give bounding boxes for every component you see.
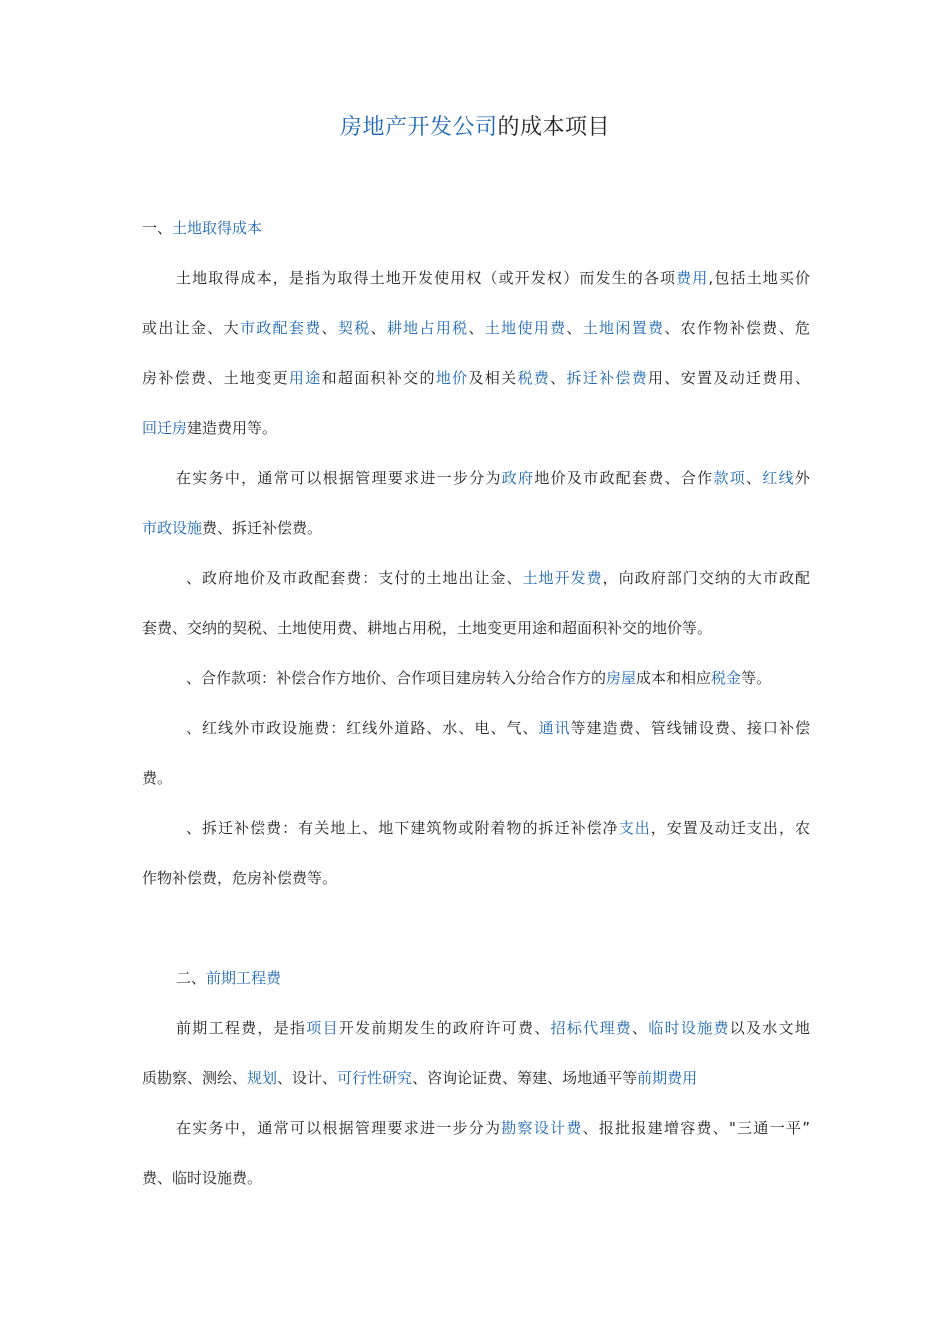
item-4-line-1 xyxy=(142,816,810,840)
term-link[interactable]: 耕地占用税 xyxy=(386,319,469,337)
text-segment: 二、 xyxy=(176,969,207,987)
para-1-line-2 xyxy=(142,316,810,340)
text-segment: 土地取得成本，是指为取得土地开发使用权（或开发权）而发生的各项 xyxy=(176,269,677,287)
term-link[interactable]: 政府 xyxy=(501,469,535,487)
text-segment: 套费、交纳的契税、土地使用费、耕地占用税，土地变更用途和超面积补交的地价等。 xyxy=(142,619,713,637)
text-segment: 等。 xyxy=(741,669,772,687)
text-segment: 作物补偿费，危房补偿费等。 xyxy=(142,869,338,887)
section-1-heading xyxy=(142,216,810,240)
term-link[interactable]: 用途 xyxy=(288,369,322,387)
para-3-line-1 xyxy=(142,1016,810,1040)
page-title xyxy=(0,111,950,145)
section-2-heading xyxy=(142,966,810,990)
text-segment: 、设计、 xyxy=(277,1069,338,1087)
term-link[interactable]: 可行性研究 xyxy=(337,1069,413,1087)
item-3-line-1 xyxy=(142,716,810,740)
text-segment: 建造费用等。 xyxy=(187,419,278,437)
item-1-line-2 xyxy=(142,616,810,640)
text-segment: 开发前期发生的政府许可费、 xyxy=(338,1019,551,1037)
text-segment: 和超面积补交的 xyxy=(321,369,436,387)
term-link[interactable]: 土地使用费 xyxy=(484,319,567,337)
text-segment: 、红线外市政设施费：红线外道路、水、电、气、 xyxy=(186,719,539,737)
text-segment: 或出让金、大 xyxy=(142,319,240,337)
title-link[interactable]: 房地产开发公司 xyxy=(339,115,498,140)
text-segment: 、 xyxy=(632,1019,649,1037)
para-3-line-2 xyxy=(142,1066,810,1090)
term-link[interactable]: 通讯 xyxy=(538,719,571,737)
term-link[interactable]: 拆迁补偿费 xyxy=(566,369,649,387)
text-segment: 、 xyxy=(468,319,485,337)
term-link[interactable]: 费用 xyxy=(676,269,709,287)
text-segment: 外 xyxy=(794,469,810,487)
text-segment: 成本和相应 xyxy=(636,669,712,687)
term-link[interactable]: 税金 xyxy=(711,669,742,687)
text-segment: 、农作物补偿费、危 xyxy=(664,319,810,337)
para-1-line-3 xyxy=(142,366,810,390)
text-segment: 等建造费、管线铺设费、接口补偿 xyxy=(570,719,810,737)
text-segment: 以及水文地 xyxy=(729,1019,810,1037)
text-segment: ，向政府部门交纳的大市政配 xyxy=(602,569,810,587)
text-segment: 、 xyxy=(370,319,387,337)
term-link[interactable]: 房屋 xyxy=(606,669,637,687)
term-link[interactable]: 土地取得成本 xyxy=(172,219,263,237)
text-segment: 地价及市政配套费、合作 xyxy=(534,469,714,487)
para-4-line-2 xyxy=(142,1166,810,1190)
item-4-line-2 xyxy=(142,866,810,890)
para-1-line-4 xyxy=(142,416,810,440)
text-segment: 、报批报建增容费、"三通一平” xyxy=(582,1119,810,1137)
term-link[interactable]: 地价 xyxy=(435,369,469,387)
term-link[interactable]: 回迁房 xyxy=(142,419,188,437)
item-1-line-1 xyxy=(142,566,810,590)
term-link[interactable]: 契税 xyxy=(337,319,371,337)
text-segment: 、政府地价及市政配套费：支付的土地出让金、 xyxy=(186,569,523,587)
text-segment: 费。 xyxy=(142,769,173,787)
text-segment: 、拆迁补偿费：有关地上、地下建筑物或附着物的拆迁补偿净 xyxy=(186,819,619,837)
term-link[interactable]: 临时设施费 xyxy=(648,1019,730,1037)
term-link[interactable]: 勘察设计费 xyxy=(501,1119,583,1137)
term-link[interactable]: 市政设施 xyxy=(142,519,203,537)
term-link[interactable]: 红线 xyxy=(762,469,795,487)
term-link[interactable]: 土地闲置费 xyxy=(582,319,665,337)
text-segment: 、 xyxy=(321,319,338,337)
text-segment: 质勘察、测绘、 xyxy=(142,1069,248,1087)
term-link[interactable]: 市政配套费 xyxy=(239,319,322,337)
item-2-line-1 xyxy=(142,666,810,690)
text-segment: 房补偿费、土地变更 xyxy=(142,369,289,387)
text-segment: 、 xyxy=(746,469,763,487)
text-segment: 及相关 xyxy=(468,369,518,387)
term-link[interactable]: 土地开发费 xyxy=(522,569,603,587)
text-segment: 、 xyxy=(550,369,567,387)
text-segment: ，安置及动迁支出，农 xyxy=(650,819,810,837)
text-segment: 、 xyxy=(566,319,583,337)
text-segment: 费、拆迁补偿费。 xyxy=(202,519,323,537)
text-segment: 在实务中，通常可以根据管理要求进一步分为 xyxy=(176,1119,502,1137)
para-2-line-1 xyxy=(142,466,810,490)
term-link[interactable]: 招标代理费 xyxy=(550,1019,633,1037)
term-link[interactable]: 前期工程费 xyxy=(206,969,282,987)
term-link[interactable]: 项目 xyxy=(306,1019,339,1037)
title-text: 的成本项目 xyxy=(497,115,611,140)
text-segment: 一、 xyxy=(142,219,173,237)
term-link[interactable]: 前期费用 xyxy=(637,1069,698,1087)
term-link[interactable]: 款项 xyxy=(713,469,747,487)
term-link[interactable]: 税费 xyxy=(517,369,551,387)
term-link[interactable]: 支出 xyxy=(618,819,651,837)
text-segment: 用、安置及动迁费用、 xyxy=(648,369,810,387)
item-3-line-2 xyxy=(142,766,810,790)
text-segment: 在实务中，通常可以根据管理要求进一步分为 xyxy=(176,469,502,487)
text-segment: 费、临时设施费。 xyxy=(142,1169,263,1187)
text-segment: 、合作款项：补偿合作方地价、合作项目建房转入分给合作方的 xyxy=(186,669,607,687)
term-link[interactable]: 规划 xyxy=(247,1069,278,1087)
para-4-line-1 xyxy=(142,1116,810,1140)
text-segment: 、咨询论证费、筹建、场地通平等 xyxy=(412,1069,638,1087)
text-segment: 前期工程费，是指 xyxy=(176,1019,307,1037)
para-2-line-2 xyxy=(142,516,810,540)
para-1-line-1 xyxy=(142,266,810,290)
text-segment: ,包括土地买价 xyxy=(708,269,810,287)
